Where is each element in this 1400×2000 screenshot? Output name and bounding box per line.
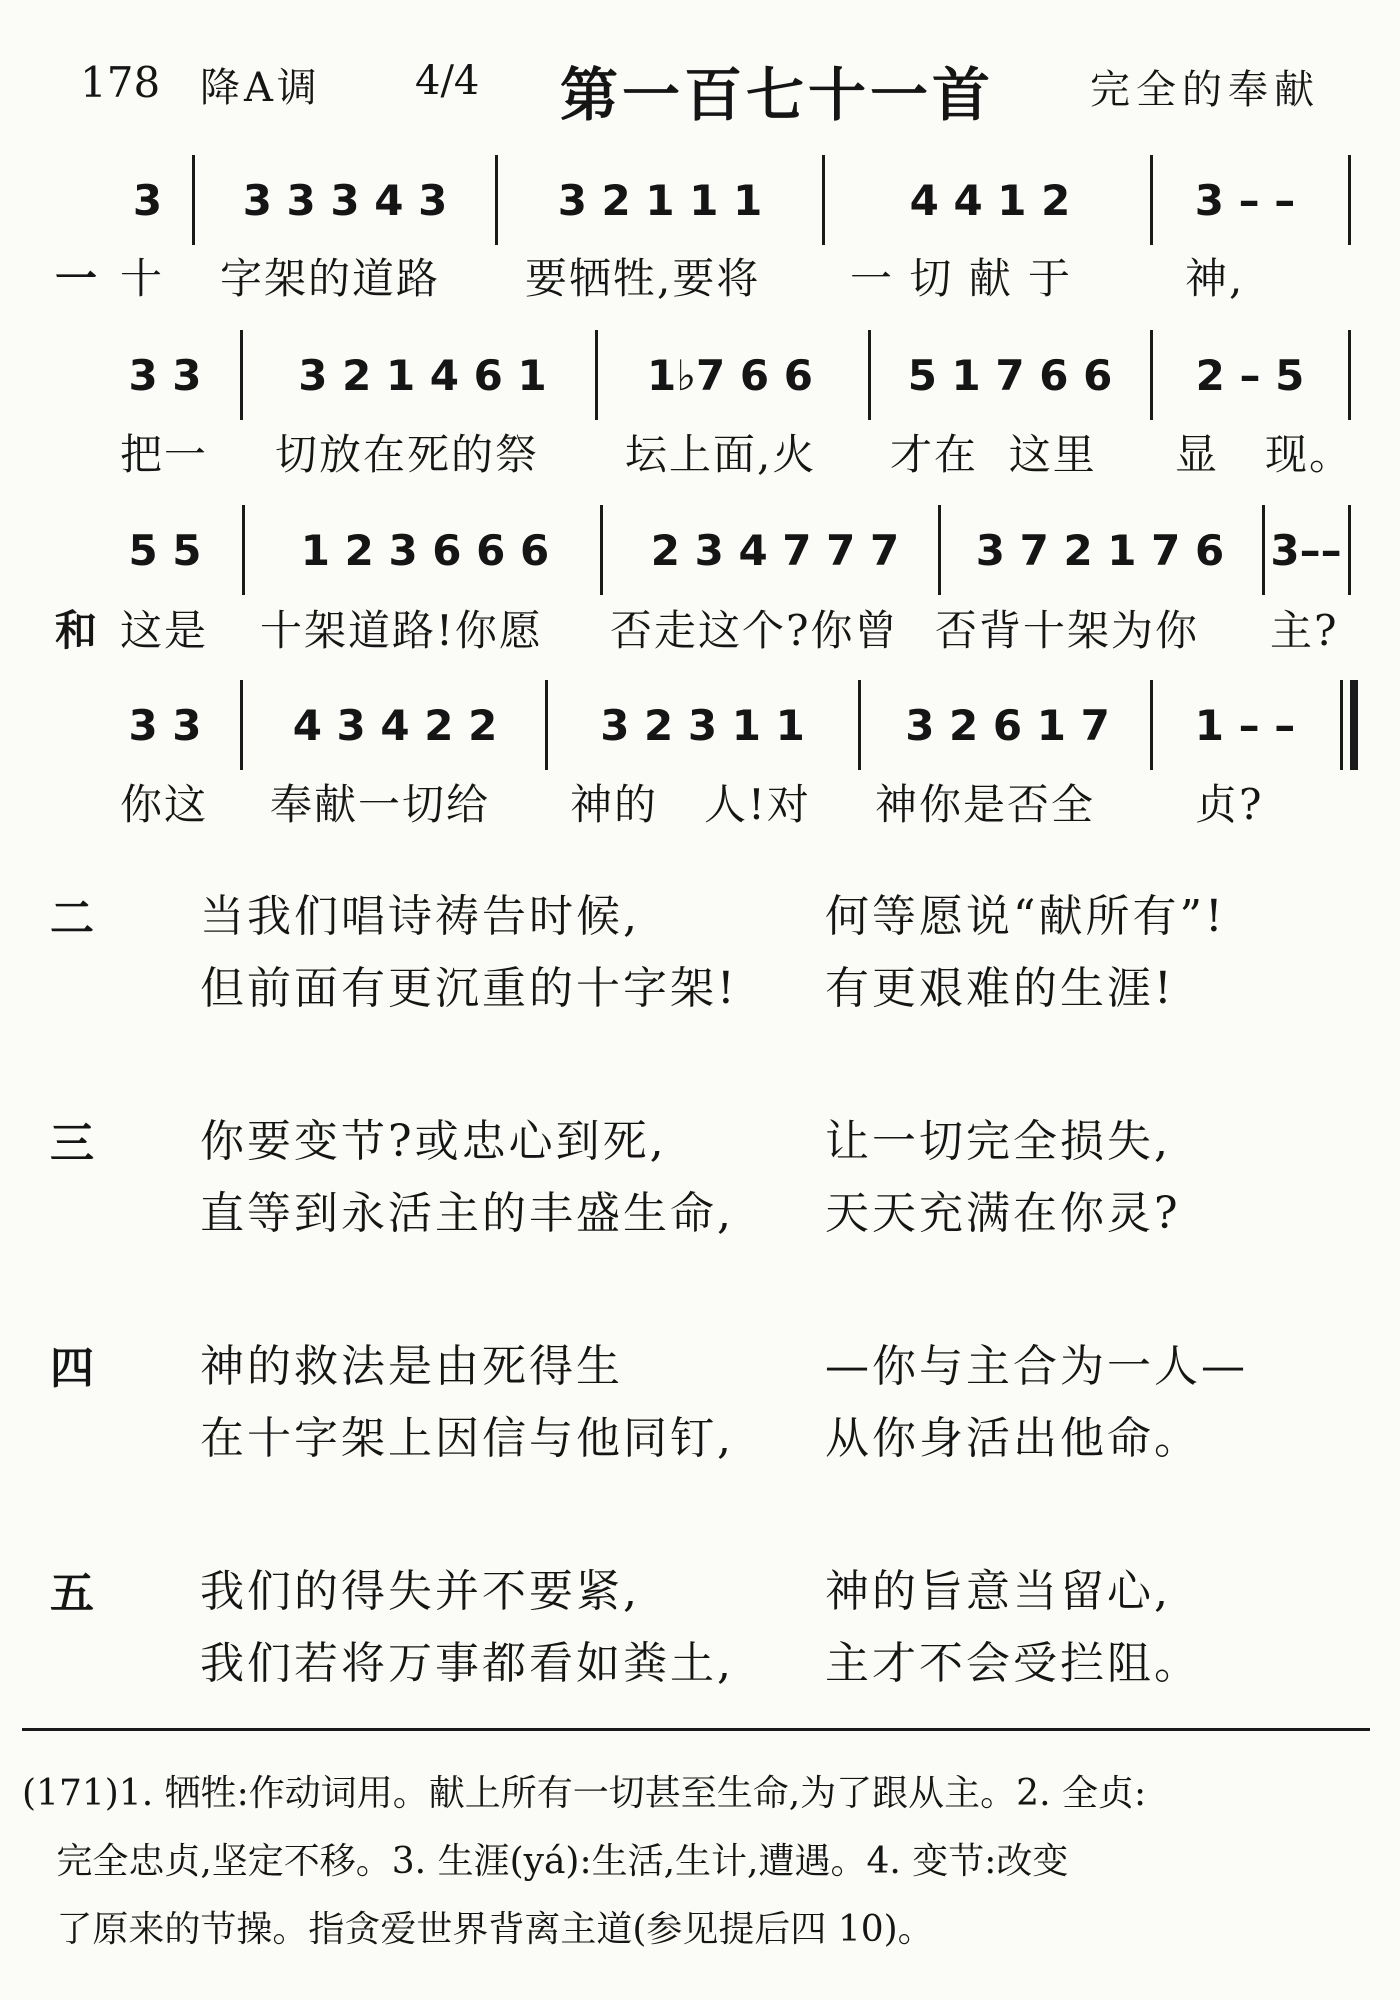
- barline: [858, 680, 861, 770]
- lyric-segment: 显 现。: [1175, 430, 1354, 479]
- notation-row: [0, 515, 1400, 585]
- measure: 3 2 1 1 1: [557, 175, 763, 225]
- barline: [1348, 155, 1351, 245]
- measure: 4 3 4 2 2: [292, 700, 498, 750]
- verse-line: 我们若将万事都看如粪土,: [200, 1638, 734, 1689]
- lyric-segment: 字架的道路: [220, 254, 441, 303]
- footnote: [22, 1760, 1377, 1964]
- measure: 1 2 3 6 6 6: [300, 525, 550, 575]
- measure: 5 5: [128, 525, 202, 575]
- footnote-divider: [22, 1728, 1370, 1731]
- verse-number: 二: [50, 893, 94, 944]
- verse-marker: 一: [55, 254, 100, 303]
- measure: 3 2 1 4 6 1: [298, 350, 547, 400]
- lyric-segment: 你这: [120, 780, 209, 829]
- verse-5: [0, 1555, 1400, 1689]
- verse-number: 三: [50, 1118, 94, 1169]
- lyric-segment: 否背十架为你: [935, 606, 1200, 655]
- barline: [192, 155, 195, 245]
- hymn-subtitle: 完全的奉献: [1090, 67, 1320, 113]
- measure: 2 – 5: [1195, 350, 1305, 400]
- verse-marker: 和: [55, 606, 100, 655]
- barline: [1348, 505, 1351, 595]
- verse-number: 四: [50, 1343, 94, 1394]
- verse-2: [0, 880, 1400, 1014]
- verse-line: 何等愿说“献所有”!: [825, 891, 1226, 942]
- lyric-segment: 贞?: [1195, 780, 1264, 829]
- lyric-row: [0, 598, 1400, 658]
- time-signature: 4/4: [415, 58, 480, 104]
- measure: 3 – –: [1194, 175, 1296, 225]
- barline: [1150, 330, 1153, 420]
- barline: [1150, 155, 1153, 245]
- measure: 3 2 3 1 1: [600, 700, 805, 750]
- lyric-segment: 切放在死的祭: [275, 430, 540, 479]
- barline: [240, 330, 243, 420]
- verse-line: —你与主合为一人—: [825, 1341, 1248, 1392]
- measure: 4 4 1 2: [909, 175, 1071, 225]
- measure: 3––: [1270, 525, 1342, 575]
- barline: [495, 155, 498, 245]
- measure: 3: [132, 175, 163, 225]
- verse-line: 主才不会受拦阻。: [825, 1638, 1201, 1689]
- barline: [1262, 505, 1265, 595]
- verse-number: 五: [50, 1568, 94, 1619]
- verse-line: 神的救法是由死得生: [200, 1341, 623, 1392]
- lyric-segment: 十架道路!你愿: [260, 606, 543, 655]
- measure: 5 1 7 6 6: [907, 350, 1113, 400]
- verse-line: 但前面有更沉重的十字架!: [200, 963, 738, 1014]
- barline: [822, 155, 825, 245]
- measure: 3 3: [128, 700, 202, 750]
- notation-row: [0, 340, 1400, 410]
- verse-line: 直等到永活主的丰盛生命,: [200, 1188, 734, 1239]
- verse-line: 天天充满在你灵?: [825, 1188, 1181, 1239]
- lyric-segment: 才在 这里: [890, 430, 1097, 479]
- measure: 2 3 4 7 7 7: [650, 525, 900, 575]
- barline: [1348, 330, 1351, 420]
- measure: 1♭7 6 6: [647, 350, 813, 400]
- lyric-row: [0, 772, 1400, 832]
- verse-line: 让一切完全损失,: [825, 1116, 1171, 1167]
- final-barline-thin: [1340, 680, 1343, 770]
- barline: [1150, 680, 1153, 770]
- lyric-segment: 主?: [1270, 606, 1339, 655]
- notation-row: [0, 690, 1400, 760]
- lyric-segment: 把一: [120, 430, 209, 479]
- measure: 3 3: [128, 350, 202, 400]
- footnote-line: 完全忠贞,坚定不移。3. 生涯(yá):生活,生计,遭遇。4. 变节:改变: [22, 1841, 1069, 1882]
- verse-line: 我们的得失并不要紧,: [200, 1566, 640, 1617]
- verse-line: 从你身活出他命。: [825, 1413, 1201, 1464]
- page-number: 178: [80, 58, 161, 107]
- lyric-segment: 要牺牲,要将: [525, 254, 761, 303]
- verse-4: [0, 1330, 1400, 1464]
- verse-line: 神的旨意当留心,: [825, 1566, 1171, 1617]
- footnote-line: (171)1. 牺牲:作动词用。献上所有一切甚至生命,为了跟从主。2. 全贞:: [22, 1773, 1147, 1814]
- verse-line: 当我们唱诗祷告时候,: [200, 891, 640, 942]
- lyric-segment: 坛上面,火: [625, 430, 817, 479]
- lyric-segment: 十: [120, 254, 165, 303]
- barline: [868, 330, 871, 420]
- lyric-segment: 一 切 献 于: [850, 254, 1073, 303]
- notation-row: [0, 165, 1400, 235]
- barline: [600, 505, 603, 595]
- hymn-header: [0, 48, 1400, 128]
- measure: 3 7 2 1 7 6: [975, 525, 1225, 575]
- verse-line: 在十字架上因信与他同钉,: [200, 1413, 734, 1464]
- lyric-segment: 神的 人!对: [570, 780, 811, 829]
- lyric-segment: 神你是否全: [875, 780, 1096, 829]
- lyric-row: [0, 422, 1400, 482]
- measure: 3 3 3 4 3: [242, 175, 448, 225]
- measure: 3 2 6 1 7: [905, 700, 1110, 750]
- lyric-segment: 这是: [120, 606, 209, 655]
- verse-line: 你要变节?或忠心到死,: [200, 1116, 667, 1167]
- lyric-segment: 神,: [1185, 254, 1245, 303]
- final-barline-thick: [1350, 680, 1358, 770]
- verse-3: [0, 1105, 1400, 1239]
- barline: [545, 680, 548, 770]
- lyric-row: [0, 246, 1400, 306]
- hymn-title: 第一百七十一首: [560, 61, 995, 129]
- lyric-segment: 奉献一切给: [270, 780, 491, 829]
- key-signature: 降A调: [200, 65, 321, 111]
- lyric-segment: 否走这个?你曾: [610, 606, 899, 655]
- barline: [240, 680, 243, 770]
- verse-line: 有更艰难的生涯!: [825, 963, 1175, 1014]
- measure: 1 – –: [1194, 700, 1296, 750]
- barline: [595, 330, 598, 420]
- barline: [242, 505, 245, 595]
- barline: [938, 505, 941, 595]
- footnote-line: 了原来的节操。指贪爱世界背离主道(参见提后四 10)。: [22, 1909, 934, 1950]
